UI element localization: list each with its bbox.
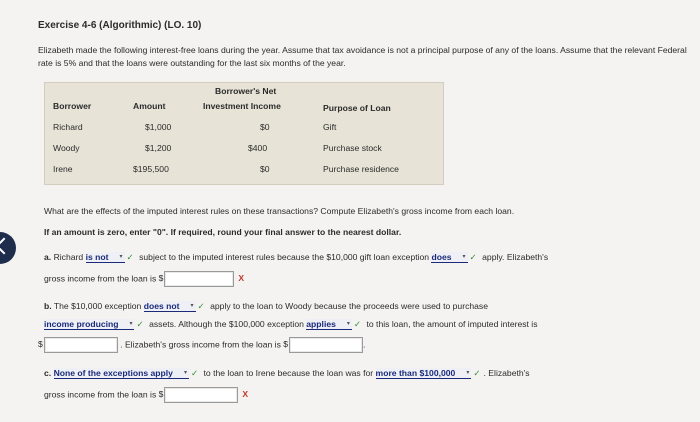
intro-text: Elizabeth made the following interest-free loans during the year. Assume that tax avoidance is not a principal purpose of any of the loans. Assume that the relevant Federal rate is 5% and that the loans were outstanding for the last six months of the year. bbox=[38, 45, 687, 68]
part-a-gross-income-input[interactable] bbox=[164, 271, 234, 287]
part-b-gross-income-input[interactable] bbox=[289, 337, 366, 353]
row-borrower: Richard bbox=[53, 122, 83, 132]
part-b-dropdown-2[interactable] bbox=[44, 319, 134, 330]
row-borrower: Woody bbox=[53, 143, 80, 153]
page-title: Exercise 4-6 (Algorithmic) (LO. 10) bbox=[38, 20, 202, 31]
part-b-text: apply to the loan to Woody because the proceeds were used to purchase bbox=[210, 301, 488, 311]
part-c-text: gross income from the loan is bbox=[44, 389, 157, 400]
dollar-sign: $ bbox=[38, 339, 43, 350]
chevron-down-icon: ▾ bbox=[119, 254, 123, 260]
incorrect-icon: X bbox=[242, 389, 249, 400]
part-a-label: a. bbox=[44, 252, 52, 262]
part-a-dropdown-1[interactable] bbox=[86, 252, 125, 263]
part-b-dropdown-3[interactable] bbox=[306, 319, 352, 330]
chevron-down-icon: ▾ bbox=[466, 370, 470, 376]
chevron-down-icon: ▾ bbox=[346, 321, 350, 327]
part-c-text: to the loan to Irene because the loan was for bbox=[203, 368, 374, 378]
incorrect-icon: X bbox=[238, 273, 245, 284]
row-net: $0 bbox=[260, 122, 270, 132]
part-a-dropdown-2[interactable] bbox=[431, 252, 467, 263]
col-header-net-income-2: Investment Income bbox=[203, 101, 281, 111]
part-b-line-3 bbox=[38, 337, 365, 353]
part-b-text: . bbox=[363, 339, 366, 350]
col-header-purpose: Purpose of Loan bbox=[323, 103, 391, 113]
row-net: $0 bbox=[260, 164, 270, 174]
row-purpose: Purchase residence bbox=[323, 164, 399, 174]
part-b-line-2 bbox=[44, 319, 538, 330]
chevron-down-icon: ▾ bbox=[183, 370, 187, 376]
part-c-line-2 bbox=[44, 387, 248, 403]
col-header-amount: Amount bbox=[133, 101, 166, 111]
row-amount: $1,200 bbox=[145, 143, 172, 153]
dollar-sign: $ bbox=[158, 273, 164, 284]
row-net: $400 bbox=[248, 143, 268, 153]
row-amount: $195,500 bbox=[133, 164, 169, 174]
part-a-line-1 bbox=[44, 252, 548, 263]
part-a-text: gross income from the loan is bbox=[44, 273, 157, 284]
part-b-text: The $10,000 exception bbox=[53, 301, 142, 311]
question-text: What are the effects of the imputed interest rules on these transactions? Compute Elizabeth's gross income from each loan. bbox=[44, 206, 515, 216]
part-a-text: subject to the imputed interest rules because the $10,000 gift loan exception bbox=[139, 252, 430, 262]
row-amount: $1,000 bbox=[145, 122, 172, 132]
col-header-borrower: Borrower bbox=[53, 101, 92, 111]
check-icon: ✓ bbox=[473, 368, 481, 378]
dropdown-value: is not bbox=[85, 252, 109, 262]
part-b-text: assets. Although the $100,000 exception bbox=[149, 319, 304, 329]
part-b-text: . Elizabeth's gross income from the loan is bbox=[120, 339, 281, 350]
col-header-net-income-1: Borrower's Net bbox=[215, 86, 277, 96]
check-icon: ✓ bbox=[469, 252, 477, 262]
part-a-text: Richard bbox=[53, 252, 84, 262]
part-a-line-2 bbox=[44, 271, 244, 287]
part-c-text: . Elizabeth's bbox=[483, 368, 530, 378]
row-borrower: Irene bbox=[53, 164, 73, 174]
chevron-left-icon bbox=[0, 238, 12, 255]
dropdown-value: more than $100,000 bbox=[375, 368, 456, 378]
chevron-down-icon: ▾ bbox=[462, 254, 466, 260]
part-c-gross-income-input[interactable] bbox=[164, 387, 238, 403]
row-purpose: Gift bbox=[323, 122, 337, 132]
dropdown-value: None of the exceptions apply bbox=[53, 368, 173, 378]
part-c-line-1 bbox=[44, 368, 530, 379]
instruction-text: If an amount is zero, enter "0". If required, round your final answer to the nearest dollar. bbox=[44, 227, 402, 237]
check-icon: ✓ bbox=[136, 319, 144, 329]
dropdown-value: does bbox=[431, 252, 452, 262]
part-b-imputed-interest-input[interactable] bbox=[44, 337, 118, 353]
part-a-text: apply. Elizabeth's bbox=[482, 252, 549, 262]
part-c-dropdown-1[interactable] bbox=[54, 368, 189, 379]
part-c-dropdown-2[interactable] bbox=[376, 368, 472, 379]
chevron-down-icon: ▾ bbox=[129, 321, 133, 327]
check-icon: ✓ bbox=[126, 252, 134, 262]
dropdown-value: applies bbox=[306, 319, 336, 329]
loans-table bbox=[44, 82, 444, 185]
dollar-sign: $ bbox=[158, 389, 164, 400]
dropdown-value: income producing bbox=[44, 319, 119, 329]
check-icon: ✓ bbox=[190, 368, 199, 378]
part-b-dropdown-1[interactable] bbox=[144, 301, 196, 312]
part-b-label: b. bbox=[44, 301, 52, 311]
part-b-text: to this loan, the amount of imputed interest is bbox=[366, 319, 538, 329]
collapse-tab[interactable] bbox=[0, 232, 16, 264]
check-icon: ✓ bbox=[353, 319, 362, 329]
part-c-label: c. bbox=[44, 368, 52, 378]
chevron-down-icon: ▾ bbox=[190, 303, 194, 309]
dropdown-value: does not bbox=[143, 301, 180, 311]
row-purpose: Purchase stock bbox=[323, 143, 382, 153]
dollar-sign: $ bbox=[283, 339, 289, 350]
part-b-line-1 bbox=[44, 301, 488, 312]
check-icon: ✓ bbox=[197, 301, 205, 311]
